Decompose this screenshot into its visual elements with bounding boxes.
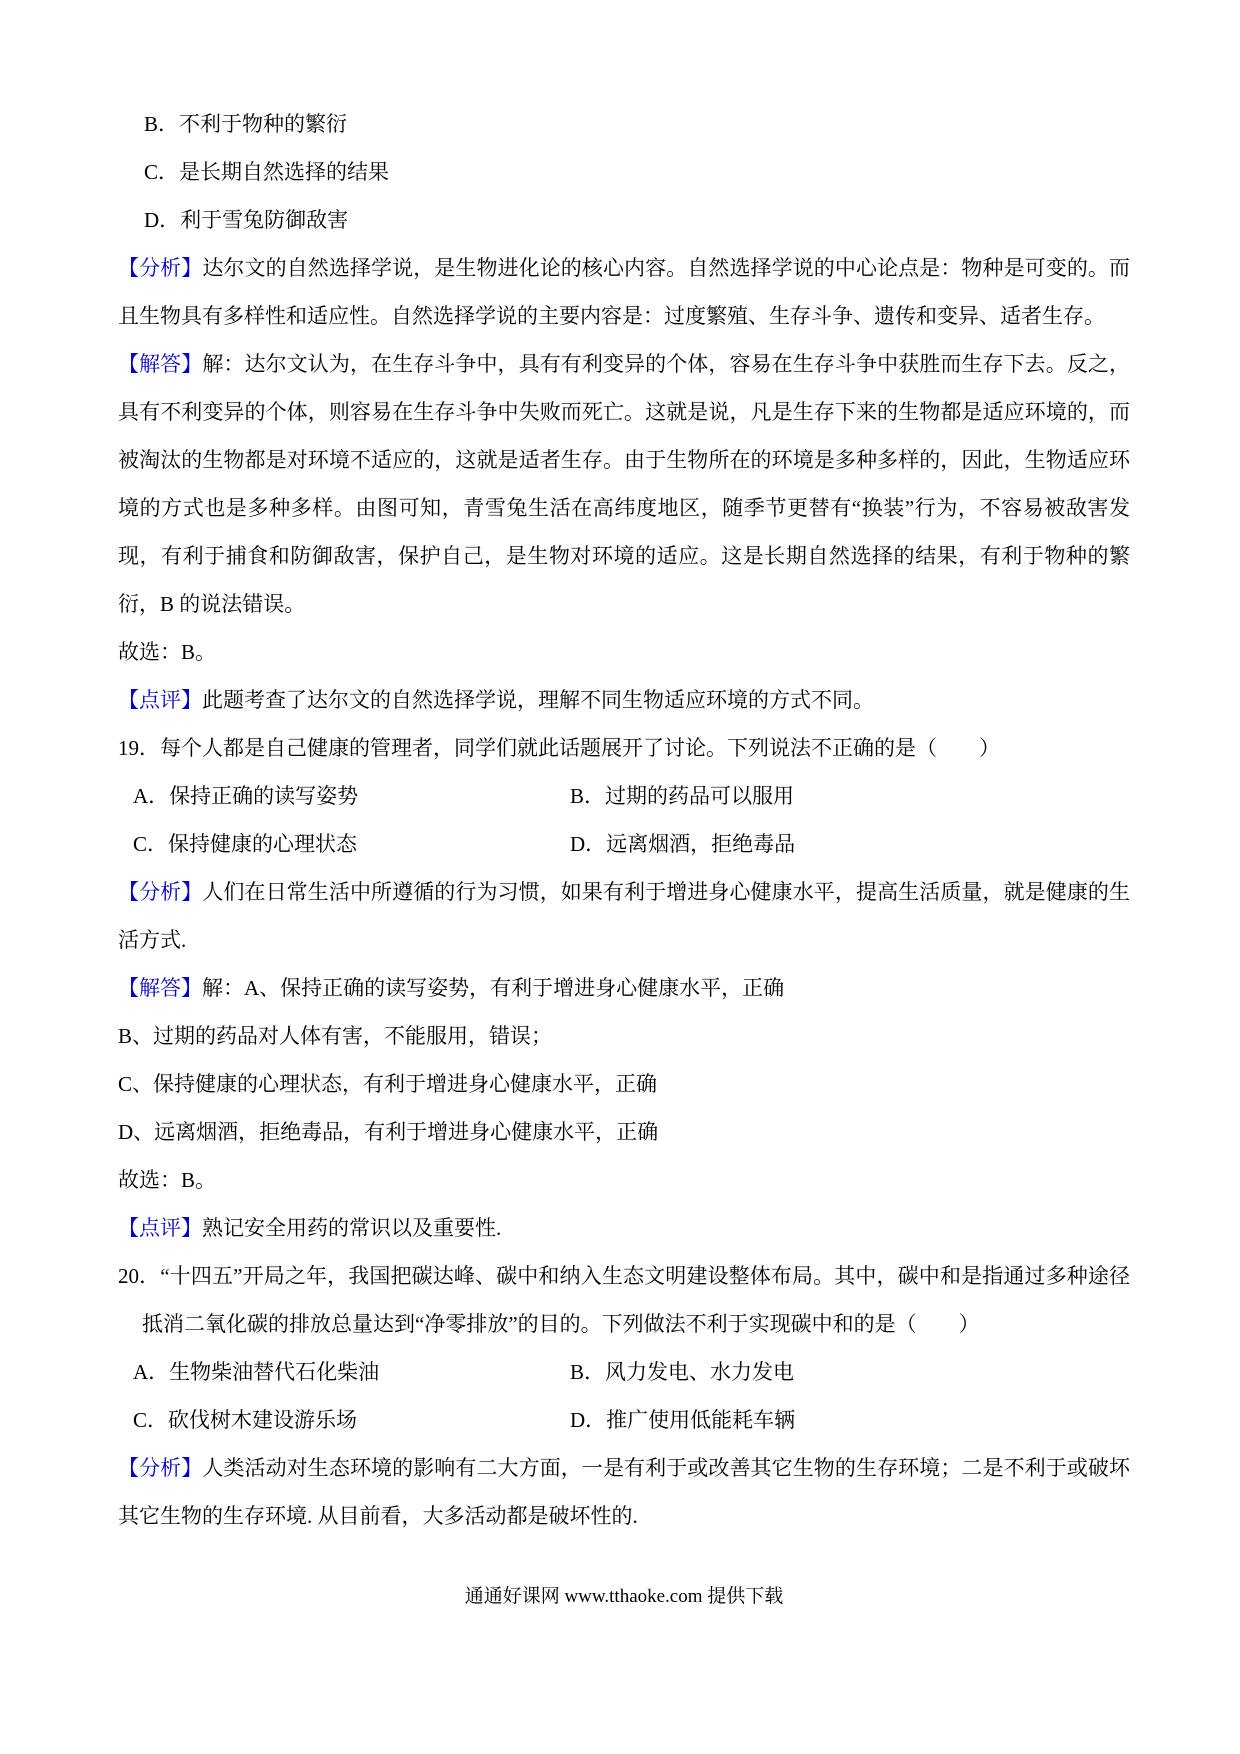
q20-option-a: A．生物柴油替代石化柴油	[133, 1360, 380, 1384]
question-20-stem	[118, 1252, 1130, 1348]
comment-marker: 【点评】	[118, 1216, 202, 1240]
q19-options-row-cd	[118, 820, 1130, 868]
question-19-stem	[118, 724, 1130, 772]
answer-marker: 【解答】	[118, 976, 202, 1000]
q19-answer-line-b: B、过期的药品对人体有害，不能服用，错误；	[118, 1024, 553, 1048]
q19-answer-paragraph	[118, 964, 1130, 1012]
q20-option-d: D．推广使用低能耗车辆	[570, 1408, 796, 1432]
q20-options-row-cd	[118, 1396, 1130, 1444]
question-20-text: “十四五”开局之年，我国把碳达峰、碳中和纳入生态文明建设整体布局。其中，碳中和是指通过多种途径抵消二氧化碳的排放总量达到“净零排放”的目的。下列做法不利于实现碳中和的是（ ）	[142, 1264, 1130, 1336]
q19-comment-text: 熟记安全用药的常识以及重要性.	[202, 1216, 502, 1240]
q18-option-c: C．是长期自然选择的结果	[144, 160, 390, 184]
q20-option-b: B．风力发电、水力发电	[570, 1360, 795, 1384]
comment-marker: 【点评】	[118, 688, 202, 712]
q18-answer-text: 解：达尔文认为，在生存斗争中，具有有利变异的个体，容易在生存斗争中获胜而生存下去。反之，具有不利变异的个体，则容易在生存斗争中失败而死亡。这就是说，凡是生存下来的生物都是适应环境的，而被淘汰的生物都是对环境不适应的，这就是适者生存。由于生物所在的环境是多种多样的，因此，生物适应环境的方式也是多种多样。由图可知，青雪兔生活在高纬度地区，随季节更替有“换装”行为，不容易被敌害发现，有利于捕食和防御敌害，保护自己，是生物对环境的适应。这是长期自然选择的结果，有利于物种的繁衍，B 的说法错误。	[118, 352, 1130, 616]
q19-analysis-text: 人们在日常生活中所遵循的行为习惯，如果有利于增进身心健康水平，提高生活质量，就是健康的生活方式.	[118, 880, 1130, 952]
q19-answer-choice: 故选：B。	[118, 1168, 217, 1192]
q19-analysis-paragraph	[118, 868, 1130, 964]
q20-analysis-paragraph	[118, 1444, 1130, 1540]
q18-comment-text: 此题考查了达尔文的自然选择学说，理解不同生物适应环境的方式不同。	[202, 688, 874, 712]
question-20-number: 20．	[118, 1264, 161, 1288]
q18-option-d: D．利于雪兔防御敌害	[144, 208, 349, 232]
q19-answer-line-d: D、远离烟酒，拒绝毒品，有利于增进身心健康水平，正确	[118, 1120, 659, 1144]
q19-comment-paragraph	[118, 1204, 1130, 1252]
q18-comment-paragraph	[118, 676, 1130, 724]
q19-answer-line-a: 解：A、保持正确的读写姿势，有利于增进身心健康水平，正确	[202, 976, 785, 1000]
question-19-number: 19．	[118, 736, 160, 760]
q20-options-row-ab	[118, 1348, 1130, 1396]
q18-option-b: B．不利于物种的繁衍	[144, 112, 348, 136]
q20-option-c: C．砍伐树木建设游乐场	[133, 1408, 358, 1432]
q18-answer-paragraph	[118, 340, 1130, 628]
q18-answer-choice: 故选：B。	[118, 640, 217, 664]
q19-answer-line-c: C、保持健康的心理状态，有利于增进身心健康水平，正确	[118, 1072, 658, 1096]
question-19-text: 每个人都是自己健康的管理者，同学们就此话题展开了讨论。下列说法不正确的是（ ）	[160, 736, 1000, 760]
q20-analysis-text: 人类活动对生态环境的影响有二大方面，一是有利于或改善其它生物的生存环境；二是不利于或破坏其它生物的生存环境. 从目前看，大多活动都是破坏性的.	[118, 1456, 1130, 1528]
analysis-marker: 【分析】	[118, 880, 203, 904]
analysis-marker: 【分析】	[118, 256, 203, 280]
q19-option-a: A．保持正确的读写姿势	[133, 784, 359, 808]
q19-option-b: B．过期的药品可以服用	[570, 784, 795, 808]
q18-analysis-paragraph	[118, 244, 1130, 340]
q19-options-row-ab	[118, 772, 1130, 820]
q18-analysis-text: 达尔文的自然选择学说，是生物进化论的核心内容。自然选择学说的中心论点是：物种是可变的。而且生物具有多样性和适应性。自然选择学说的主要内容是：过度繁殖、生存斗争、遗传和变异、适者生存。	[118, 256, 1130, 328]
q19-option-d: D．远离烟酒，拒绝毒品	[570, 832, 796, 856]
analysis-marker: 【分析】	[118, 1456, 203, 1480]
q19-option-c: C．保持健康的心理状态	[133, 832, 358, 856]
site-watermark-footer: 通通好课网 www.tthaoke.com 提供下载	[464, 1586, 784, 1607]
answer-marker: 【解答】	[118, 352, 203, 376]
